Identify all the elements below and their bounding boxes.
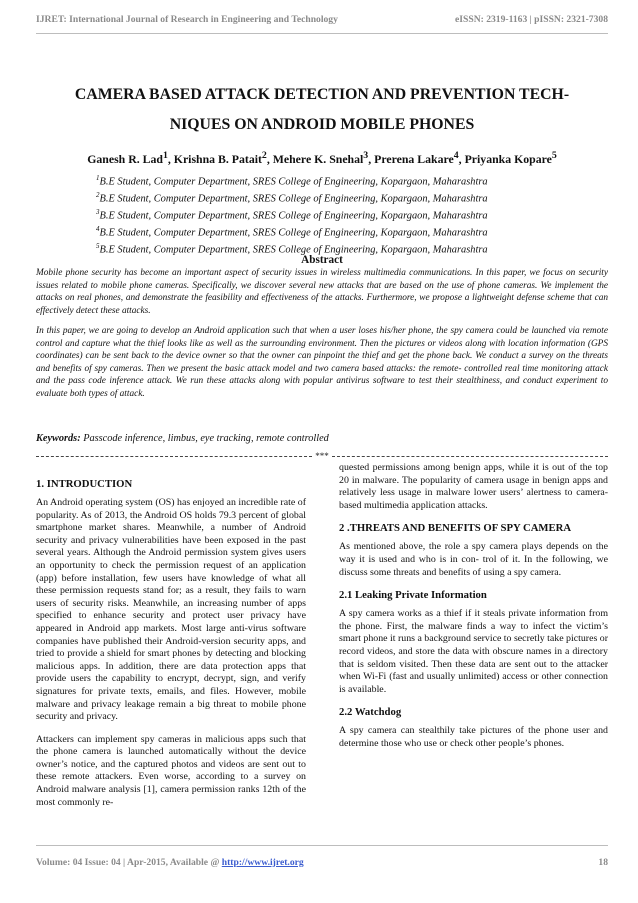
body-paragraph: A spy camera can stealthily take pictures of the phone user and determine those who use or check other people’s phones.	[339, 725, 608, 749]
abstract-body	[36, 267, 608, 408]
section-separator	[36, 451, 608, 461]
body-paragraph: quested permissions among benign apps, while it is out of the top 20 in malware. The popularity of camera usage in benign apps and relatively less usage in malware lower users’ alertness to camera-based multimedia application attacks.	[339, 462, 608, 511]
paper-title	[36, 80, 608, 140]
section-heading-watchdog: 2.2 Watchdog	[339, 706, 402, 719]
title-line-1: CAMERA BASED ATTACK DETECTION AND PREVENTION TECH-	[74, 86, 570, 103]
running-footer	[36, 857, 608, 868]
keywords	[36, 433, 608, 444]
abstract-heading: Abstract	[301, 254, 343, 266]
body-paragraph: A spy camera works as a thief if it steals private information from the phone. First, the malware finds a way to infect the victim’s smart phone it runs a background service to secretly take pictures or record videos, and store the data with obscure names in a directory that is seldom visited. Then these data are sent out to the attacker when Wi-Fi (fast and usually unlimited) access or other connection is available.	[339, 608, 609, 695]
footer-divider	[36, 845, 608, 846]
left-column	[36, 478, 306, 819]
footer-volume: Volume: 04 Issue: 04 | Apr-2015, Available @ http://www.ijret.org	[36, 857, 304, 868]
abstract-paragraph: In this paper, we are going to develop an Android application such that when a user loses his/her phone, the spy camera could be launched via remote control and capture what the thief looks like as well as the surrounding environment. Then the pictures or videos along with location information (GPS coordinates) can be sent back to the device owner so that the owner can pinpoint the thief and get the phone back. We conduct a survey on the threats and benefits of spy cameras. Then we present the basic attack model and two camera based attacks: the remote- controlled real time monitoring attack and the pass code inference attack. We run these attacks along with popular antivirus software to test their stealthiness, and conduct experiment to evaluate both types of attack.	[36, 326, 608, 399]
author: Prerena Lakare$^4$	[374, 150, 459, 166]
affiliation: $^1$B.E Student, Computer Department, SRES College of Engineering, Kopargaon, Maharashtra	[96, 174, 488, 188]
affiliation-list	[96, 172, 566, 257]
author: Krishna B. Patait$^2$	[173, 150, 267, 166]
body-paragraph: Attackers can implement spy cameras in malicious apps such that the phone camera is launched automatically without the device owner’s notice, and the captured photos and videos are sent out to these remote attackers. Even worse, according to a survey on Android malware analysis [1], camera permission ranks 12th of the most commonly re-	[36, 733, 306, 808]
header-divider	[36, 33, 608, 34]
running-header	[36, 14, 608, 25]
section-heading-leaking: 2.1 Leaking Private Information	[339, 589, 487, 602]
journal-name: IJRET: International Journal of Research in Engineering and Technology	[36, 14, 338, 25]
author: Mehere K. Snehal$^3$	[272, 150, 369, 166]
title-line-2: NIQUES ON ANDROID MOBILE PHONES	[169, 116, 475, 133]
affiliation: $^3$B.E Student, Computer Department, SRES College of Engineering, Kopargaon, Maharashtra	[96, 208, 488, 222]
section-heading-introduction: 1. INTRODUCTION	[36, 478, 133, 490]
keywords-label: Keywords:	[36, 433, 81, 444]
author-list: Ganesh R. Lad$^1$, Krishna B. Patait$^2$, Mehere K. Snehal$^3$, Prerena Lakare$^4$, Priyanka Kopare$^5$	[87, 150, 557, 166]
section-heading-threats: 2 .THREATS AND BENEFITS OF SPY CAMERA	[339, 522, 572, 535]
author: Ganesh R. Lad$^1$	[87, 150, 168, 166]
affiliation: $^5$B.E Student, Computer Department, SRES College of Engineering, Kopargaon, Maharashtra	[96, 242, 488, 256]
body-paragraph: As mentioned above, the role a spy camera plays depends on the way it is used and who is in con- trol of it. In the following, we discuss some threats and benefits of using a spy camera.	[339, 541, 608, 578]
affiliation: $^4$B.E Student, Computer Department, SRES College of Engineering, Kopargaon, Maharashtra	[96, 225, 488, 239]
abstract-paragraph: Mobile phone security has become an important aspect of security issues in wireless multimedia communications. In this paper, we focus on security issues related to mobile phone cameras. Specifically, we discover several new attacks that are based on the use of phone cameras. We implement the attacks on real phones, and demonstrate the feasibility and effectiveness of the attacks. Furthermore, we propose a lightweight defense scheme that can effectively detect these attacks.	[36, 268, 608, 316]
separator-stars: ***	[315, 451, 329, 461]
author: Priyanka Kopare$^5$	[464, 150, 557, 166]
separator-dash-left	[36, 456, 312, 457]
page-number: 18	[598, 857, 608, 868]
affiliation: $^2$B.E Student, Computer Department, SRES College of Engineering, Kopargaon, Maharashtra	[96, 191, 488, 205]
right-column	[339, 462, 608, 761]
journal-link[interactable]: http://www.ijret.org	[221, 857, 304, 868]
body-paragraph: An Android operating system (OS) has enjoyed an incredible rate of popularity. As of 2013, the Android OS holds 79.3 percent of global smartphone market shares. Meanwhile, a number of Android security and privacy vulnerabilities have been exposed in the past several years. Although the Android permission system gives users an opportunity to check the permission request of an application (app) before installation, few users have knowledge of what all these permission requests stand for; as a result, they fails to warn users of security risks. Meanwhile, an increasing number of apps specified to enhance security and protect user privacy have appeared in Android app markets. Most large anti-virus software companies have published their Android-version security apps, and tried to provide a shield for smart phones by detecting and blocking malicious apps. In addition, there are data protection apps that provide users the capability to encrypt, decrypt, sign, and verify signatures for private texts, emails, and files. However, mobile malware and privacy leakage remain a big threat to mobile phone security and privacy.	[36, 497, 306, 723]
issn: eISSN: 2319-1163 | pISSN: 2321-7308	[455, 14, 608, 25]
keywords-text: Passcode inference, limbus, eye tracking, remote controlled	[83, 433, 329, 444]
separator-dash-right	[332, 456, 608, 457]
